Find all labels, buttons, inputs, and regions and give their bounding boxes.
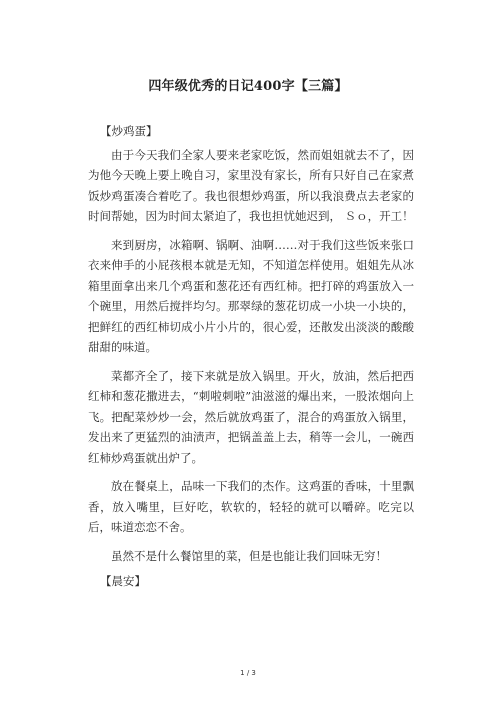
document-title: 四年级优秀的日记400字【三篇】 — [148, 79, 348, 94]
paragraph-5: 虽然不是什么餐馆里的菜，但是也能让我们回味无穷！ — [111, 548, 387, 563]
section-heading-chao-ji-dan: 【炒鸡蛋】 — [100, 124, 158, 138]
paragraph-1: 由于今天我们全家人要来老家吃饭，然而姐姐就去不了，因为他今天晚上要上晚自习，家里没有家长，所有只好自己在家煮饭炒鸡蛋凑合着吃了。我也很想炒鸡蛋，所以我浪费点去老家的时间帮她，因为时间太紧迫了，我也担忧她迟到， Ｓｏ，开工！ — [88, 147, 414, 223]
paragraph-3: 菜都齐全了，接下来就是放入锅里。开火，放油，然后把西红柿和葱花撒进去，“刺啦刺啦”油滋滋的爆出来，一股浓烟向上飞。把配菜炒炒一会，然后就放鸡蛋了，混合的鸡蛋放入锅里，发出来了更猛烈的油渍声，把锅盖盖上去，稍等一会儿，一碗西红柿炒鸡蛋就出炉了。 — [88, 368, 414, 465]
document-body — [88, 122, 414, 592]
section-heading-chen-an: 【晨安】 — [100, 574, 146, 588]
paragraph-4: 放在餐桌上，品味一下我们的杰作。这鸡蛋的香味，十里飘香，放入嘴里，巨好吃，软软的，轻轻的就可以嚼碎。吃完以后，味道恋恋不舍。 — [88, 479, 414, 534]
paragraph-2: 来到厨房，冰箱啊、锅啊、油啊……对于我们这些饭来张口衣来伸手的小屁孩根本就是无知，不知道怎样使用。姐姐先从冰箱里面拿出来几个鸡蛋和葱花还有西红柿。把打碎的鸡蛋放入一个碗里，用然后搅拌均匀。那翠绿的葱花切成一小块一小块的，把鲜红的西红柿切成小片小片的，很心爱，还散发出淡淡的酸酸甜甜的味道。 — [88, 237, 414, 354]
page-number: 1 / 3 — [240, 669, 256, 677]
